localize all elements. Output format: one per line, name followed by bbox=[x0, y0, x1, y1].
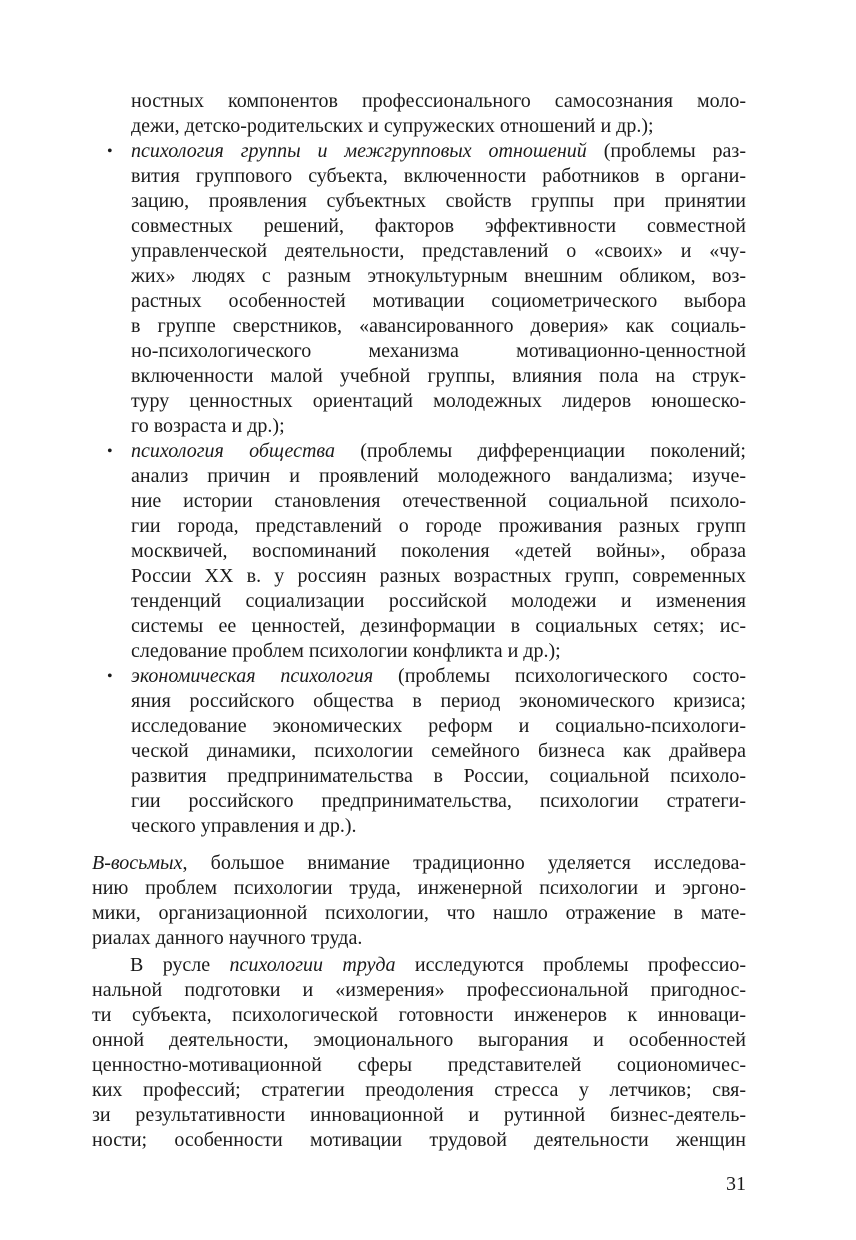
text-line bbox=[131, 789, 746, 814]
text-line bbox=[131, 89, 746, 114]
body-paragraphs bbox=[0, 851, 856, 1153]
text-segment: исследование экономических реформ и социально-психологи- bbox=[131, 715, 746, 737]
text-line bbox=[131, 164, 746, 189]
text-segment: но-психологического механизма мотивационно-ценностной bbox=[131, 340, 746, 362]
text-line bbox=[92, 1078, 746, 1103]
text-segment: дежи, детско-родительских и супружеских отношений и др.); bbox=[131, 115, 654, 137]
text-line bbox=[92, 1053, 746, 1078]
text-line bbox=[131, 564, 746, 589]
text-line bbox=[92, 1103, 746, 1128]
italic-term: психологии труда bbox=[229, 954, 396, 976]
text-line bbox=[131, 614, 746, 639]
text-line bbox=[131, 339, 746, 364]
text-segment: гии города, представлений о городе проживания разных групп bbox=[131, 515, 746, 537]
bullet-list-section bbox=[0, 89, 856, 839]
text-segment: в группе сверстников, «авансированного доверия» как социаль- bbox=[131, 315, 746, 337]
bullet-icon: • bbox=[107, 143, 113, 160]
text-segment: исследуются проблемы профессио- bbox=[395, 954, 747, 976]
text-segment: ких профессий; стратегии преодоления стресса у летчиков; свя- bbox=[92, 1079, 746, 1101]
text-segment: мики, организационной психологии, что нашло отражение в мате- bbox=[92, 902, 746, 924]
text-segment: тенденций социализации российской молодежи и изменения bbox=[131, 590, 746, 612]
text-segment: ности; особенности мотивации трудовой деятельности женщин bbox=[92, 1129, 746, 1151]
text-line bbox=[131, 539, 746, 564]
text-segment: яния российского общества в период экономического кризиса; bbox=[131, 690, 746, 712]
text-segment: (проблемы психологического состо- bbox=[373, 665, 746, 687]
text-line bbox=[92, 1003, 746, 1028]
text-segment: ние истории становления отечественной социальной психоло- bbox=[131, 490, 746, 512]
text-segment: , большое внимание традиционно уделяется исследова- bbox=[182, 852, 746, 874]
text-line bbox=[131, 289, 746, 314]
text-line bbox=[131, 464, 746, 489]
text-segment: растных особенностей мотивации социометрического выбора bbox=[131, 290, 746, 312]
text-segment: (проблемы раз- bbox=[586, 140, 746, 162]
list-item-start-line bbox=[107, 139, 746, 164]
text-line bbox=[92, 851, 746, 876]
text-line bbox=[131, 114, 746, 139]
text-segment: онной деятельности, эмоционального выгорания и особенностей bbox=[92, 1029, 746, 1051]
text-line bbox=[92, 876, 746, 901]
text-segment: зи результативности инновационной и рутинной бизнес-деятель- bbox=[92, 1104, 746, 1126]
text-line bbox=[131, 364, 746, 389]
text-segment: развития предпринимательства в России, социальной психоло- bbox=[131, 765, 746, 787]
text-segment: туру ценностных ориентаций молодежных лидеров юношеско- bbox=[131, 390, 746, 412]
text-line bbox=[92, 978, 746, 1003]
text-segment: ти субъекта, психологической готовности инженеров к инноваци- bbox=[92, 1004, 746, 1026]
text-segment: гии российского предпринимательства, психологии стратеги- bbox=[131, 790, 746, 812]
text-line bbox=[92, 953, 746, 978]
text-line bbox=[92, 901, 746, 926]
text-segment: риалах данного научного труда. bbox=[92, 927, 363, 949]
text-line bbox=[92, 926, 746, 951]
text-line bbox=[131, 389, 746, 414]
text-line bbox=[131, 314, 746, 339]
bullet-icon: • bbox=[107, 443, 113, 460]
text-segment: ческого управления и др.). bbox=[131, 815, 357, 837]
text-line bbox=[131, 689, 746, 714]
text-segment: системы ее ценностей, дезинформации в социальных сетях; ис- bbox=[131, 615, 746, 637]
text-segment: В русле bbox=[130, 954, 230, 976]
text-line bbox=[131, 639, 746, 664]
text-line bbox=[131, 189, 746, 214]
text-segment: (проблемы дифференциации поколений; bbox=[334, 440, 746, 462]
text-line bbox=[92, 1028, 746, 1053]
text-segment: совместных решений, факторов эффективности совместной bbox=[131, 215, 746, 237]
text-line bbox=[131, 739, 746, 764]
text-line bbox=[131, 814, 746, 839]
text-segment: го возраста и др.); bbox=[131, 415, 285, 437]
text-line bbox=[131, 489, 746, 514]
text-line bbox=[131, 514, 746, 539]
list-item-start-line bbox=[107, 439, 746, 464]
page-number: 31 bbox=[726, 1173, 746, 1195]
list-item-start-line bbox=[107, 664, 746, 689]
text-segment: вития группового субъекта, включенности работников в органи- bbox=[131, 165, 746, 187]
italic-term: экономическая психология bbox=[131, 665, 374, 687]
text-segment: жих» людях с разным этнокультурным внешним обликом, воз- bbox=[131, 265, 746, 287]
text-segment: управленческой деятельности, представлений о «своих» и «чу- bbox=[131, 240, 746, 262]
text-line bbox=[131, 764, 746, 789]
text-segment: ценностно-мотивационной сферы представителей социономичес- bbox=[92, 1054, 746, 1076]
text-line bbox=[131, 589, 746, 614]
text-segment: нальной подготовки и «измерения» профессиональной пригоднос- bbox=[92, 979, 746, 1001]
text-segment: следование проблем психологии конфликта и др.); bbox=[131, 640, 561, 662]
text-segment: нию проблем психологии труда, инженерной психологии и эргоно- bbox=[92, 877, 746, 899]
italic-term: В-восьмых bbox=[92, 852, 183, 874]
text-segment: России XX в. у россиян разных возрастных групп, современных bbox=[131, 565, 746, 587]
text-segment: москвичей, воспоминаний поколения «детей войны», образа bbox=[131, 540, 746, 562]
text-line bbox=[131, 414, 746, 439]
text-line bbox=[131, 239, 746, 264]
text-segment: зацию, проявления субъектных свойств группы при принятии bbox=[131, 190, 746, 212]
text-line bbox=[131, 264, 746, 289]
text-segment: включенности малой учебной группы, влияния пола на струк- bbox=[131, 365, 746, 387]
text-line bbox=[131, 214, 746, 239]
italic-term: психология группы и межгрупповых отношений bbox=[131, 140, 587, 162]
italic-term: психология общества bbox=[131, 440, 335, 462]
text-segment: ческой динамики, психологии семейного бизнеса как драйвера bbox=[131, 740, 746, 762]
bullet-icon: • bbox=[107, 668, 113, 685]
text-line bbox=[92, 1128, 746, 1153]
text-segment: анализ причин и проявлений молодежного вандализма; изуче- bbox=[131, 465, 746, 487]
text-segment: ностных компонентов профессионального самосознания моло- bbox=[131, 90, 746, 112]
text-line bbox=[131, 714, 746, 739]
